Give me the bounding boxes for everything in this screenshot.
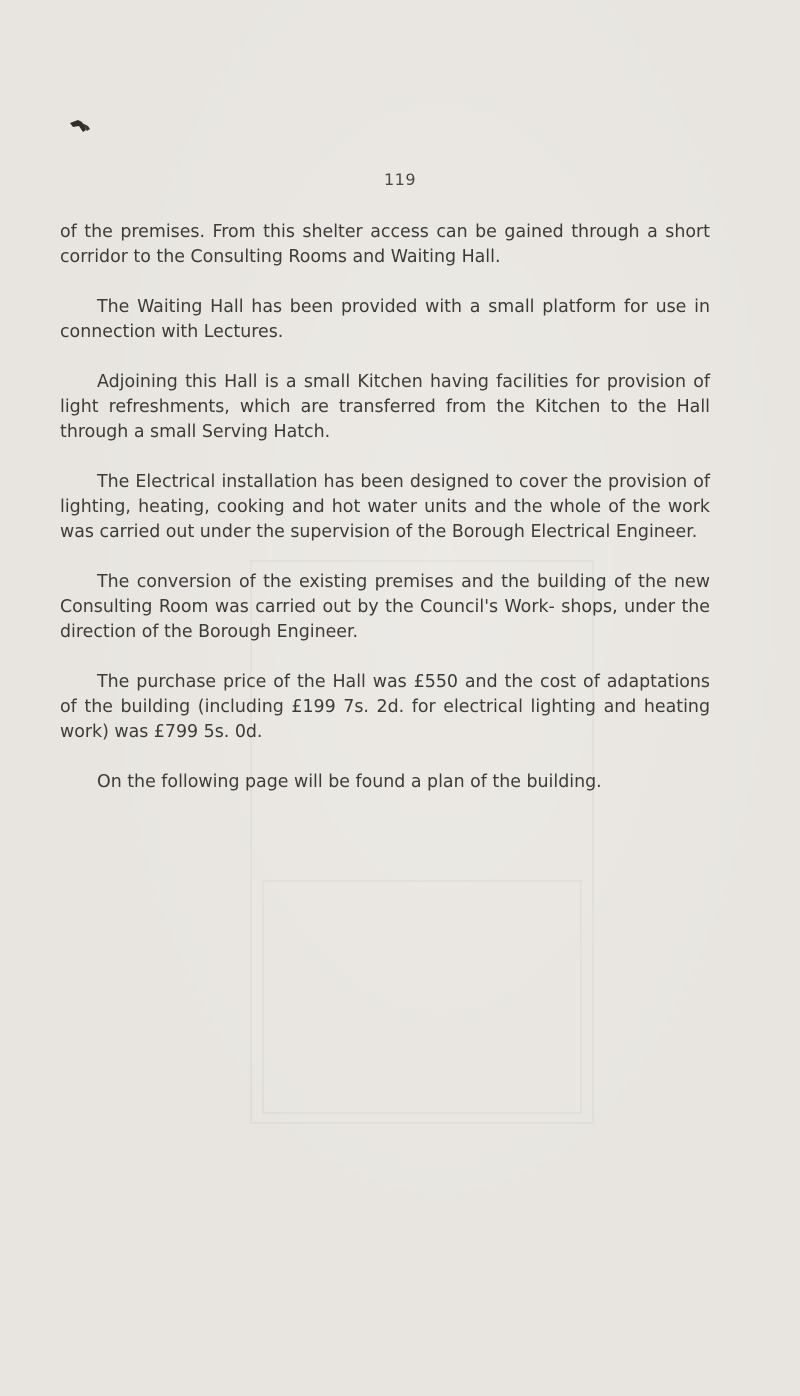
body-text	[60, 220, 710, 820]
paragraph-waiting-hall: The Waiting Hall has been provided with a small platform for use in connection with Lectures.	[60, 297, 710, 342]
paragraph-electrical: The Electrical installation has been designed to cover the provision of lighting, heating, cooking and hot water units and the whole of the work was carried out under the supervision of the Borough Electrical Engineer.	[60, 472, 710, 542]
page-number: 119	[383, 170, 417, 189]
paragraph-conversion: The conversion of the existing premises and the building of the new Consulting Room was carried out by the Council's Work- shops, under the direction of the Borough Engineer.	[60, 572, 710, 642]
show-through-frame-inner	[262, 880, 582, 1114]
paragraph-purchase-price: The purchase price of the Hall was £550 and the cost of adaptations of the building (including £199 7s. 2d. for electrical lighting and heating work) was £799 5s. 0d.	[60, 672, 710, 742]
paragraph-kitchen: Adjoining this Hall is a small Kitchen having facilities for provision of light refreshments, which are transferred from the Kitchen to the Hall through a small Serving Hatch.	[60, 372, 710, 442]
paragraph-following-page: On the following page will be found a plan of the building.	[97, 772, 602, 792]
ink-speck-mark	[68, 117, 98, 135]
paragraph-continuation: of the premises. From this shelter access can be gained through a short corridor to the Consulting Rooms and Waiting Hall.	[60, 222, 710, 267]
